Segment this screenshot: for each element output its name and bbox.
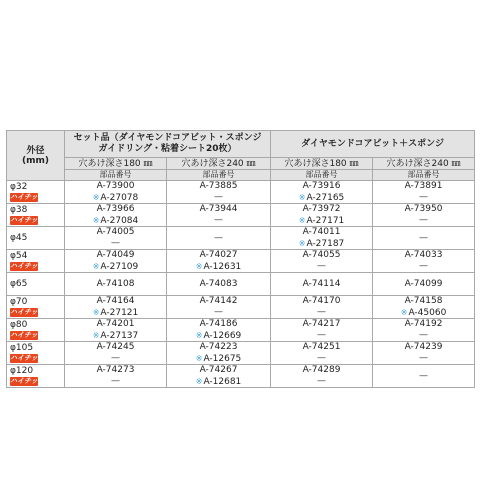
part-number-cell: [65, 365, 167, 388]
part-number: A-73891: [404, 181, 443, 191]
replacement-mark-icon: ※: [92, 193, 100, 202]
part-number-cell: [167, 296, 271, 319]
not-available-dash: —: [419, 370, 429, 381]
outer-diameter-cell: [7, 296, 65, 319]
part-number: A-74251: [302, 342, 341, 352]
part-number: A-74223: [199, 342, 238, 352]
part-number-cell: [373, 204, 475, 227]
part-number-cell: [167, 204, 271, 227]
replacement-part-code: A-27171: [306, 216, 345, 226]
part-number: A-74142: [199, 296, 238, 306]
part-number: A-74217: [302, 319, 341, 329]
part-number: A-74011: [302, 227, 341, 237]
outer-diameter-value: φ80: [10, 320, 28, 330]
outer-diameter-value: φ105: [10, 343, 34, 353]
replacement-part-code: A-27084: [100, 216, 139, 226]
outer-diameter-unit: (mm): [22, 155, 49, 166]
part-number: A-73944: [199, 204, 238, 214]
part-number: A-73900: [96, 181, 135, 191]
replacement-part-number: [65, 215, 166, 226]
parts-table-container: [6, 130, 474, 388]
replacement-part-code: A-27078: [100, 193, 139, 203]
part-number: A-74192: [404, 319, 443, 329]
outer-diameter-cell: [7, 365, 65, 388]
replacement-part-code: A-45060: [408, 308, 447, 318]
table-row: [7, 296, 475, 319]
hichip-badge: ハイチップ: [10, 193, 45, 201]
outer-diameter-header: [7, 131, 65, 181]
table-row: [7, 250, 475, 273]
part-number-cell: [65, 227, 167, 250]
part-number: A-74027: [199, 250, 238, 260]
outer-diameter-value: φ70: [10, 297, 28, 307]
replacement-mark-icon: ※: [195, 262, 203, 271]
bit-sponge-header: [271, 131, 475, 158]
not-available-dash: —: [317, 307, 327, 317]
table-row: [7, 227, 475, 250]
part-number: A-74114: [302, 278, 341, 289]
part-number: A-74245: [96, 342, 135, 352]
part-number-cell: [271, 204, 373, 227]
part-number: A-74164: [96, 296, 135, 306]
not-available-dash: —: [214, 215, 223, 225]
part-number-cell: [65, 319, 167, 342]
part-number: A-74005: [96, 227, 135, 237]
table-row: [7, 319, 475, 342]
part-number: A-74186: [199, 319, 238, 329]
part-number-cell: [271, 365, 373, 388]
not-available-dash: —: [317, 353, 327, 363]
not-available-dash: —: [419, 353, 429, 363]
part-number-cell: [373, 365, 475, 388]
hichip-badge: ハイチップ: [10, 354, 45, 362]
part-number-cell: [167, 319, 271, 342]
depth-240-header: 穴あけ深さ240 ㎜: [373, 158, 475, 170]
replacement-mark-icon: ※: [298, 216, 306, 225]
outer-diameter-value: φ54: [10, 251, 28, 261]
parts-table: [6, 130, 475, 388]
replacement-mark-icon: ※: [92, 216, 100, 225]
part-number-cell: [271, 250, 373, 273]
depth-240-header: 穴あけ深さ240 ㎜: [167, 158, 271, 170]
part-number-cell: [167, 181, 271, 204]
part-number-cell: [271, 296, 373, 319]
table-row: [7, 204, 475, 227]
table-row: [7, 365, 475, 388]
replacement-mark-icon: ※: [195, 354, 203, 363]
outer-diameter-cell: [7, 342, 65, 365]
hichip-badge: ハイチップ: [10, 216, 45, 224]
not-available-dash: —: [214, 192, 223, 202]
parts-table-body: [7, 181, 475, 388]
not-available-dash: —: [317, 261, 327, 271]
replacement-part-number: [271, 215, 372, 226]
part-number-cell: [271, 227, 373, 250]
outer-diameter-cell: [7, 319, 65, 342]
replacement-mark-icon: ※: [400, 308, 408, 317]
part-number: A-74201: [96, 319, 135, 329]
part-number-cell: [65, 181, 167, 204]
part-number-cell: [167, 273, 271, 296]
replacement-mark-icon: ※: [298, 239, 306, 248]
replacement-mark-icon: ※: [195, 331, 203, 340]
part-number-cell: [167, 365, 271, 388]
replacement-part-number: [271, 192, 372, 203]
outer-diameter-cell: [7, 181, 65, 204]
part-number-cell: [373, 319, 475, 342]
replacement-part-number: [373, 307, 474, 318]
replacement-mark-icon: ※: [92, 308, 100, 317]
part-number: A-74239: [404, 342, 443, 352]
replacement-part-number: [65, 261, 166, 272]
not-available-dash: —: [419, 215, 429, 225]
not-available-dash: —: [419, 232, 429, 243]
part-number: A-74158: [404, 296, 443, 306]
part-number: A-74033: [404, 250, 443, 260]
replacement-part-number: [167, 261, 270, 272]
replacement-mark-icon: ※: [195, 377, 203, 386]
part-number: A-74055: [302, 250, 341, 260]
part-number-cell: [167, 250, 271, 273]
part-number-cell: [373, 250, 475, 273]
replacement-part-code: A-27187: [306, 239, 345, 249]
set-product-title-line2: ガイドリング・粘着シート20枚）: [98, 144, 237, 154]
part-number-cell: [65, 296, 167, 319]
part-number-cell: [373, 273, 475, 296]
replacement-part-code: A-12669: [203, 331, 242, 341]
part-number-cell: [65, 273, 167, 296]
not-available-dash: —: [419, 330, 429, 340]
hichip-badge: ハイチップ: [10, 262, 45, 270]
outer-diameter-value: φ38: [10, 205, 28, 215]
part-number: A-74267: [199, 365, 238, 375]
part-number-cell: [271, 319, 373, 342]
hichip-badge: ハイチップ: [10, 331, 45, 339]
part-number-cell: [271, 181, 373, 204]
part-number-cell: [65, 342, 167, 365]
outer-diameter-cell: [7, 250, 65, 273]
table-row: [7, 342, 475, 365]
part-number-cell: [373, 227, 475, 250]
replacement-part-number: [167, 376, 270, 387]
part-number-cell: [167, 342, 271, 365]
part-number-header: 部品番号: [167, 170, 271, 181]
part-number-cell: [271, 342, 373, 365]
outer-diameter-value: φ32: [10, 182, 28, 192]
not-available-dash: —: [214, 232, 223, 243]
depth-180-header: 穴あけ深さ180 ㎜: [65, 158, 167, 170]
replacement-part-number: [167, 353, 270, 364]
not-available-dash: —: [317, 376, 327, 386]
part-number: A-73885: [199, 181, 238, 191]
outer-diameter-cell: [7, 204, 65, 227]
part-number: A-73950: [404, 204, 443, 214]
replacement-part-number: [167, 330, 270, 341]
part-number: A-74099: [404, 278, 443, 289]
replacement-mark-icon: ※: [92, 331, 100, 340]
part-number: A-74083: [199, 278, 238, 289]
part-number: A-73972: [302, 204, 341, 214]
outer-diameter-value: φ120: [10, 366, 34, 376]
replacement-part-code: A-12675: [203, 354, 242, 364]
outer-diameter-label: 外径: [26, 145, 45, 156]
set-product-header: [65, 131, 271, 158]
outer-diameter-cell: [7, 227, 65, 250]
part-number: A-73916: [302, 181, 341, 191]
part-number: A-74170: [302, 296, 341, 306]
not-available-dash: —: [419, 192, 429, 202]
part-number: A-74289: [302, 365, 341, 375]
replacement-mark-icon: ※: [298, 193, 306, 202]
replacement-part-code: A-27121: [100, 308, 139, 318]
not-available-dash: —: [214, 307, 223, 317]
part-number: A-74273: [96, 365, 135, 375]
hichip-badge: ハイチップ: [10, 308, 45, 316]
hichip-badge: ハイチップ: [10, 377, 45, 385]
replacement-mark-icon: ※: [92, 262, 100, 271]
table-row: [7, 273, 475, 296]
table-row: [7, 181, 475, 204]
replacement-part-code: A-27137: [100, 331, 139, 341]
part-number-cell: [373, 342, 475, 365]
part-number-cell: [65, 250, 167, 273]
not-available-dash: —: [111, 376, 120, 386]
not-available-dash: —: [111, 353, 120, 363]
part-number: A-74049: [96, 250, 135, 260]
set-product-title-line1: セット品（ダイヤモンドコアビット・スポンジ: [73, 133, 262, 143]
not-available-dash: —: [111, 238, 120, 248]
part-number-cell: [373, 181, 475, 204]
replacement-part-number: [65, 307, 166, 318]
outer-diameter-value: φ65: [10, 279, 28, 289]
part-number-cell: [373, 296, 475, 319]
depth-180-header: 穴あけ深さ180 ㎜: [271, 158, 373, 170]
replacement-part-number: [65, 192, 166, 203]
part-number-cell: [271, 273, 373, 296]
replacement-part-number: [271, 238, 372, 249]
replacement-part-code: A-12681: [203, 377, 242, 387]
replacement-part-number: [65, 330, 166, 341]
not-available-dash: —: [419, 261, 429, 271]
replacement-part-code: A-27109: [100, 262, 139, 272]
part-number-header: 部品番号: [65, 170, 167, 181]
replacement-part-code: A-27165: [306, 193, 345, 203]
part-number-cell: [167, 227, 271, 250]
outer-diameter-cell: [7, 273, 65, 296]
not-available-dash: —: [317, 330, 327, 340]
outer-diameter-value: φ45: [10, 233, 28, 243]
part-number-header: 部品番号: [373, 170, 475, 181]
replacement-part-code: A-12631: [203, 262, 242, 272]
part-number-header: 部品番号: [271, 170, 373, 181]
part-number: A-74108: [96, 278, 135, 289]
part-number: A-73966: [96, 204, 135, 214]
part-number-cell: [65, 204, 167, 227]
bit-sponge-title: ダイヤモンドコアビット＋スポンジ: [301, 138, 444, 149]
